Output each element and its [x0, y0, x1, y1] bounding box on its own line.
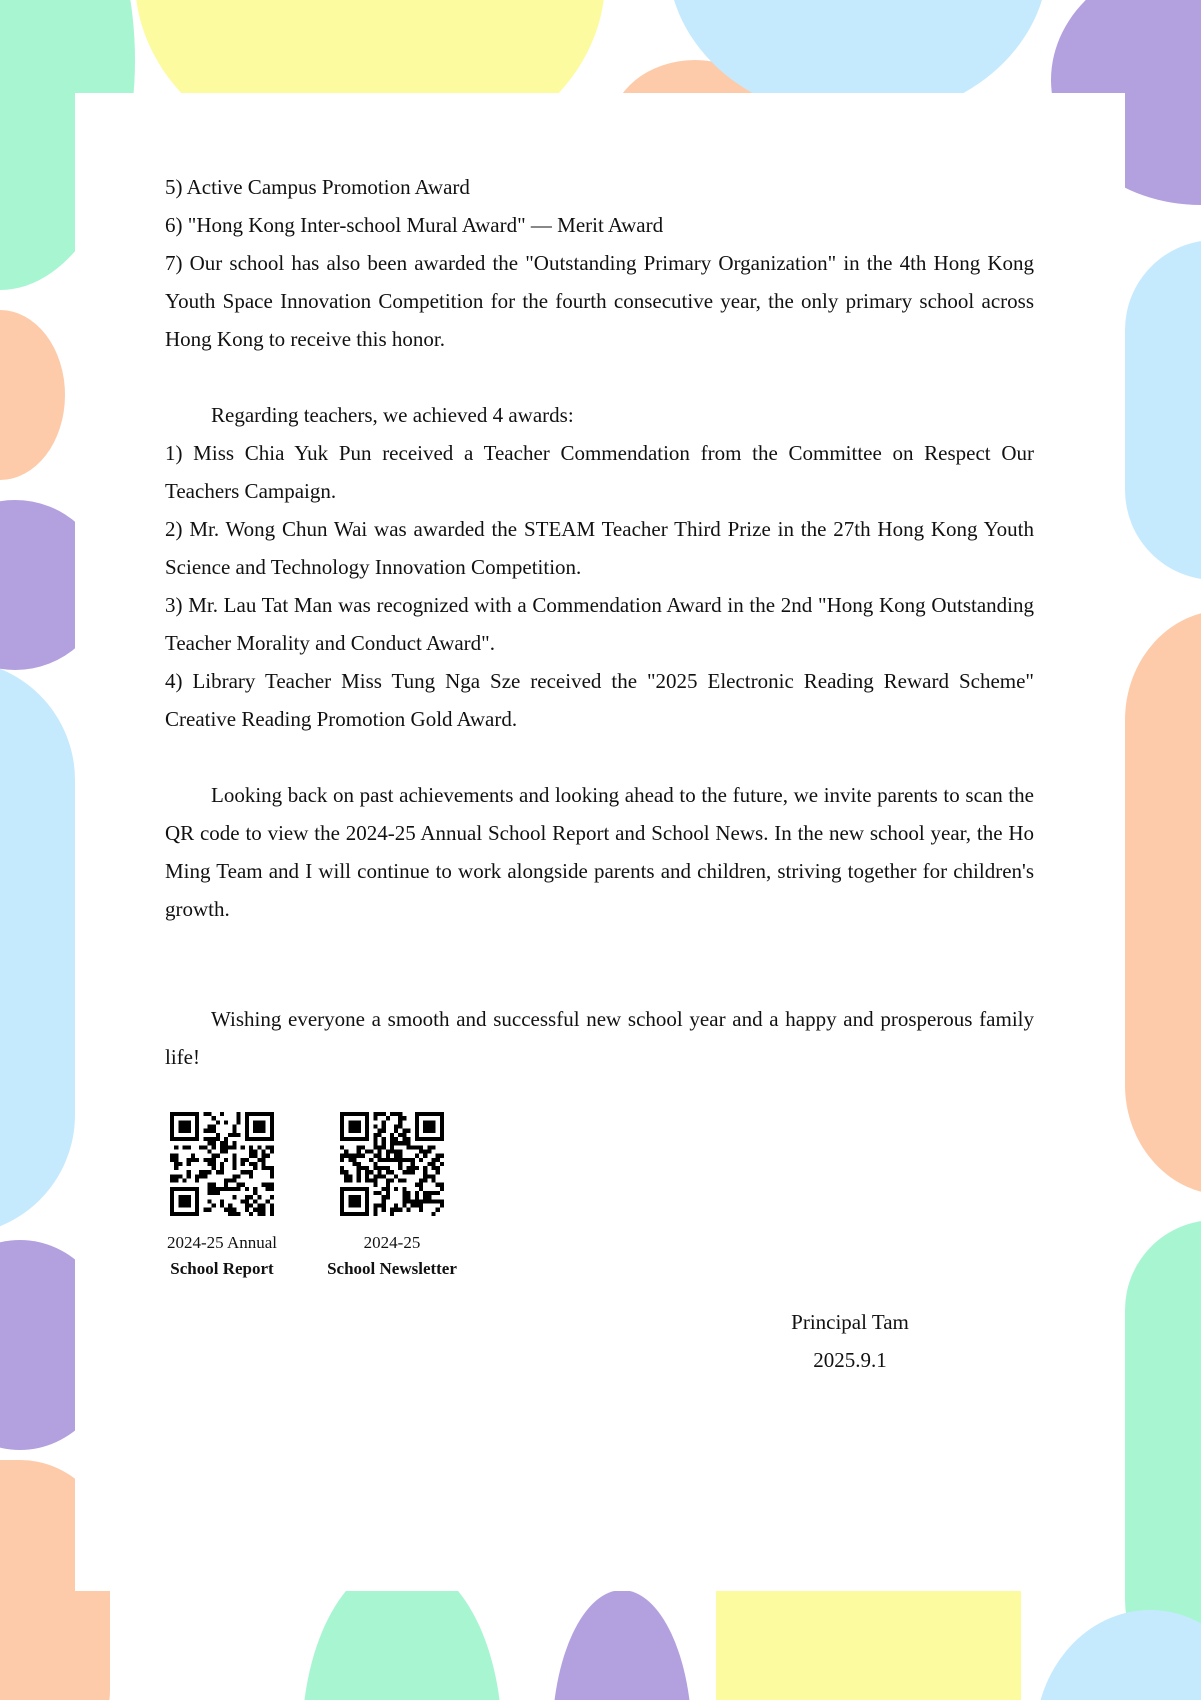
qr-caption-line2: School Newsletter [327, 1259, 457, 1278]
teacher-award-1: 1) Miss Chia Yuk Pun received a Teacher Commendation from the Committee on Respect Our Teachers Campaign. [165, 441, 1034, 503]
qr-code-icon[interactable] [170, 1112, 274, 1216]
teacher-award-2: 2) Mr. Wong Chun Wai was awarded the STEAM Teacher Third Prize in the 27th Hong Kong Youth Science and Technology Innovation Competition. [165, 517, 1034, 579]
wishes-paragraph: Wishing everyone a smooth and successful new school year and a happy and prosperous family life! [165, 1007, 1034, 1069]
bg-shape-sky-right [1125, 240, 1201, 580]
signature-date: 2025.9.1 [813, 1348, 887, 1372]
qr-school-newsletter[interactable] [322, 1112, 462, 1282]
award-item-7: 7) Our school has also been awarded the "Outstanding Primary Organization" in the 4th Hong Kong Youth Space Innovation Competition for the fourth consecutive year, the only primary school across Hong Kong to receive this honor. [165, 251, 1034, 351]
qr-code-section [152, 1112, 462, 1282]
qr-caption-line1: 2024-25 [363, 1233, 421, 1252]
teachers-intro: Regarding teachers, we achieved 4 awards: [211, 403, 574, 427]
qr-caption-line2: School Report [170, 1259, 274, 1278]
bg-shape-yellow-bottom [716, 1591, 1021, 1700]
teacher-award-4: 4) Library Teacher Miss Tung Nga Sze received the "2025 Electronic Reading Reward Scheme" Creative Reading Promotion Gold Award. [165, 669, 1034, 731]
teacher-award-3: 3) Mr. Lau Tat Man was recognized with a Commendation Award in the 2nd "Hong Kong Outstanding Teacher Morality and Conduct Award". [165, 593, 1034, 655]
bg-shape-peach-left [0, 310, 65, 480]
award-item-5: 5) Active Campus Promotion Award [165, 175, 470, 199]
signature-name: Principal Tam [791, 1310, 909, 1334]
signature-block [760, 1303, 940, 1379]
bg-shape-peach-right [1125, 610, 1201, 1195]
qr-code-icon[interactable] [340, 1112, 444, 1216]
letter-body [165, 168, 1034, 1076]
qr-caption-line1: 2024-25 Annual [166, 1233, 278, 1252]
bg-shape-lavender-bottom [552, 1590, 692, 1700]
bg-shape-sky-left [0, 660, 75, 1235]
bg-shape-sky-bottom-right [1035, 1610, 1201, 1700]
award-item-6: 6) "Hong Kong Inter-school Mural Award" — Merit Award [165, 213, 664, 237]
closing-paragraph: Looking back on past achievements and looking ahead to the future, we invite parents to scan the QR code to view the 2024-25 Annual School Report and School News. In the new school year, the Ho Ming Team and I will continue to work alongside parents and children, striving together for children's growth. [165, 783, 1034, 921]
qr-annual-report[interactable] [152, 1112, 292, 1282]
